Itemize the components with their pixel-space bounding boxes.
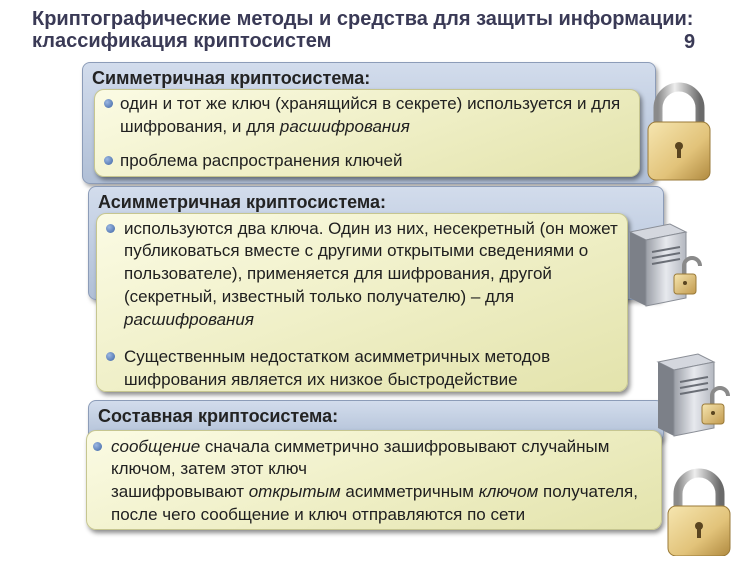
- symmetric-bullet2: проблема распространения ключей: [120, 151, 403, 170]
- symmetric-bullet1-line1: один и тот же ключ (хранящийся в секрете) используется и для: [120, 94, 621, 113]
- symmetric-bullet1-line2: шифрования, и для расшифрования: [120, 117, 410, 136]
- symmetric-card: [94, 89, 640, 177]
- page-title: [32, 8, 694, 52]
- page-number: 9: [684, 31, 696, 53]
- padlock-icon: [664, 466, 734, 556]
- asymmetric-bullet2-line1: Существенным недостатком асимметричных методов: [124, 347, 551, 366]
- composite-heading: Составная криптосистема:: [98, 406, 339, 426]
- asymmetric-bullet1-line4: (секретный, известный только получателю) – для: [124, 287, 515, 306]
- composite-bullet1-line1: сообщение сначала симметрично зашифровывают случайным: [111, 437, 610, 456]
- asymmetric-bullet1-line1: используются два ключа. Один из них, несекретный (он может: [124, 219, 618, 238]
- bullet-icon: [106, 224, 115, 233]
- bullet-icon: [93, 442, 102, 451]
- title-line-1: Криптографические методы и средства для защиты информации:: [32, 8, 694, 30]
- asymmetric-heading: Асимметричная криптосистема:: [98, 192, 386, 212]
- symmetric-heading: Симметричная криптосистема:: [92, 68, 371, 88]
- asymmetric-bullet1-line5: расшифрования: [124, 310, 254, 329]
- composite-bullet1-line3: зашифровывают открытым асимметричным ключом получателя,: [111, 482, 638, 501]
- composite-card: [86, 430, 662, 530]
- asymmetric-bullet1-line2: публиковаться вместе с другими открытыми сведениями о: [124, 241, 589, 260]
- server-with-key-icon: [652, 352, 734, 440]
- padlock-icon: [644, 78, 714, 186]
- bullet-icon: [104, 99, 113, 108]
- composite-bullet1-line2: ключом, затем этот ключ: [111, 459, 307, 478]
- asymmetric-bullet2-line2: шифрования является их низкое быстродействие: [124, 370, 518, 389]
- title-line-2: классификация криптосистем: [32, 30, 332, 52]
- bullet-icon: [104, 156, 113, 165]
- bullet-icon: [106, 352, 115, 361]
- asymmetric-bullet1-line3: пользователе), применяется для шифрования, другой: [124, 264, 552, 283]
- server-with-key-icon: [624, 222, 706, 310]
- asymmetric-card: [96, 213, 628, 392]
- composite-bullet1-line4: после чего сообщение и ключ отправляются по сети: [111, 505, 526, 524]
